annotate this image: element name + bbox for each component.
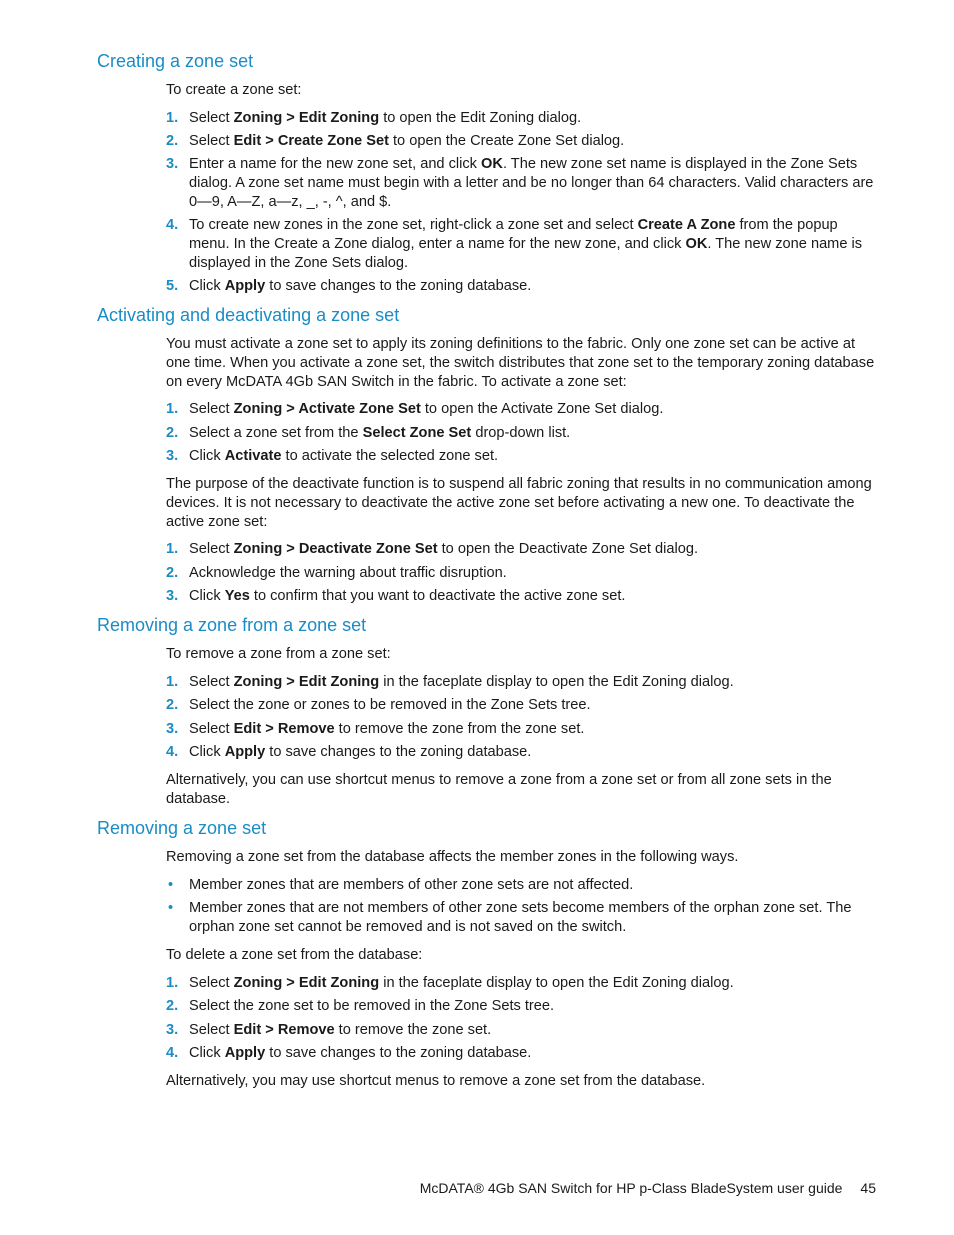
bullet-text: Member zones that are members of other zone sets are not affected.	[189, 877, 634, 893]
step-text: Click Apply to save changes to the zoning database.	[189, 744, 532, 760]
step	[166, 997, 876, 1016]
ui-command: Edit > Create Zone Set	[233, 133, 389, 149]
ui-command: Yes	[224, 588, 250, 604]
step-text: To create new zones in the zone set, right-click a zone set and select Create A Zone from the popup menu. In the Create a Zone dialog, enter a name for the new zone, and click OK. The new zone name is displayed in the Zone Sets dialog.	[189, 217, 863, 271]
heading-removing-zone-set: Removing a zone set	[97, 818, 267, 838]
bullet-item	[166, 876, 876, 895]
step	[166, 696, 876, 715]
heading-creating-zone-set: Creating a zone set	[97, 51, 254, 71]
ui-command: Zoning > Deactivate Zone Set	[233, 541, 438, 557]
step	[166, 743, 876, 762]
ui-command: Edit > Remove	[233, 1022, 335, 1038]
step	[166, 400, 876, 419]
step	[166, 974, 876, 993]
step-number: 1.	[166, 401, 179, 417]
ui-command: OK	[481, 156, 503, 172]
intro-activating-zone-set: You must activate a zone set to apply its zoning definitions to the fabric. Only one zone set can be active at one time. When you activate a zone set, the switch distributes that zone set to the temporary zoning database on every McDATA 4Gb SAN Switch in the fabric. To activate a zone set:	[166, 336, 875, 390]
step-number: 3.	[166, 588, 179, 604]
step-number: 2.	[166, 425, 179, 441]
step-text: Select a zone set from the Select Zone Set drop-down list.	[189, 425, 571, 441]
heading-removing-zone: Removing a zone from a zone set	[97, 615, 367, 635]
ui-command: Select Zone Set	[362, 425, 472, 441]
step-number: 2.	[166, 133, 179, 149]
step	[166, 720, 876, 739]
step	[166, 447, 876, 466]
step-text: Click Activate to activate the selected zone set.	[189, 448, 499, 464]
step	[166, 1021, 876, 1040]
step	[166, 277, 876, 296]
step	[166, 109, 876, 128]
step-text: Select Zoning > Activate Zone Set to open the Activate Zone Set dialog.	[189, 401, 664, 417]
step-number: 1.	[166, 975, 179, 991]
step-text: Click Apply to save changes to the zoning database.	[189, 278, 532, 294]
step	[166, 540, 876, 559]
step-number: 3.	[166, 448, 179, 464]
ui-command: Zoning > Edit Zoning	[233, 975, 380, 991]
step-number: 3.	[166, 156, 179, 172]
heading-activating-zone-set: Activating and deactivating a zone set	[97, 305, 400, 325]
bullet-item	[166, 899, 876, 937]
bullet-text: Member zones that are not members of other zone sets become members of the orphan zone set. The orphan zone set cannot be removed and is not saved on the switch.	[189, 900, 852, 935]
step	[166, 1044, 876, 1063]
intro-creating-zone-set: To create a zone set:	[166, 82, 302, 98]
ui-command: Create A Zone	[637, 217, 736, 233]
step-number: 3.	[166, 1022, 179, 1038]
step-number: 4.	[166, 217, 179, 233]
outro-removing-zone: Alternatively, you can use shortcut menus to remove a zone from a zone set or from all zone sets in the database.	[166, 772, 832, 807]
step-text: Select Edit > Create Zone Set to open the Create Zone Set dialog.	[189, 133, 625, 149]
bullet-icon: •	[168, 877, 174, 893]
step-text: Select the zone set to be removed in the Zone Sets tree.	[189, 998, 555, 1014]
ui-command: Edit > Remove	[233, 721, 335, 737]
step-text: Select Zoning > Deactivate Zone Set to open the Deactivate Zone Set dialog.	[189, 541, 699, 557]
ui-command: Apply	[224, 1045, 266, 1061]
step	[166, 424, 876, 443]
step-text: Select Zoning > Edit Zoning in the faceplate display to open the Edit Zoning dialog.	[189, 975, 734, 991]
step-text: Click Yes to confirm that you want to deactivate the active zone set.	[189, 588, 626, 604]
bullet-icon: •	[168, 900, 174, 916]
step	[166, 155, 876, 212]
ui-command: Apply	[224, 744, 266, 760]
page-footer	[0, 1180, 876, 1196]
step-number: 1.	[166, 674, 179, 690]
ui-command: Zoning > Activate Zone Set	[233, 401, 421, 417]
step-number: 4.	[166, 1045, 179, 1061]
step-number: 2.	[166, 565, 179, 581]
footer-title: McDATA® 4Gb SAN Switch for HP p-Class BladeSystem user guide	[419, 1180, 843, 1196]
page-number: 45	[860, 1180, 876, 1196]
step-number: 4.	[166, 744, 179, 760]
outro-removing-zone-set: Alternatively, you may use shortcut menus to remove a zone set from the database.	[166, 1073, 706, 1089]
step-text: Enter a name for the new zone set, and click OK. The new zone set name is displayed in the Zone Sets dialog. A zone set name must begin with a letter and be no longer than 64 characters. Valid characters are 0—9, A—Z, a—z, _, -, ^, and $.	[189, 156, 874, 210]
step-number: 1.	[166, 110, 179, 126]
deactivate-paragraph: The purpose of the deactivate function is to suspend all fabric zoning that results in no communication among devices. It is not necessary to deactivate the active zone set before activating a new one. To deactivate the active zone set:	[166, 476, 872, 530]
intro-removing-zone-set: Removing a zone set from the database affects the member zones in the following ways.	[166, 849, 739, 865]
step	[166, 216, 876, 273]
ui-command: Zoning > Edit Zoning	[233, 674, 380, 690]
intro-removing-zone: To remove a zone from a zone set:	[166, 646, 391, 662]
step-text: Select Zoning > Edit Zoning to open the Edit Zoning dialog.	[189, 110, 582, 126]
step-number: 2.	[166, 998, 179, 1014]
step	[166, 564, 876, 583]
step-number: 3.	[166, 721, 179, 737]
step-text: Acknowledge the warning about traffic disruption.	[189, 565, 507, 581]
ui-command: Activate	[224, 448, 282, 464]
step	[166, 673, 876, 692]
step-text: Select the zone or zones to be removed in the Zone Sets tree.	[189, 697, 591, 713]
step	[166, 587, 876, 606]
ui-command: Apply	[224, 278, 266, 294]
step-number: 1.	[166, 541, 179, 557]
step	[166, 132, 876, 151]
ui-command: Zoning > Edit Zoning	[233, 110, 380, 126]
ui-command: OK	[685, 236, 708, 252]
step-text: Click Apply to save changes to the zoning database.	[189, 1045, 532, 1061]
step-number: 5.	[166, 278, 179, 294]
step-text: Select Edit > Remove to remove the zone from the zone set.	[189, 721, 585, 737]
step-number: 2.	[166, 697, 179, 713]
delete-zone-set-lead: To delete a zone set from the database:	[166, 947, 423, 963]
step-text: Select Zoning > Edit Zoning in the faceplate display to open the Edit Zoning dialog.	[189, 674, 734, 690]
step-text: Select Edit > Remove to remove the zone set.	[189, 1022, 492, 1038]
